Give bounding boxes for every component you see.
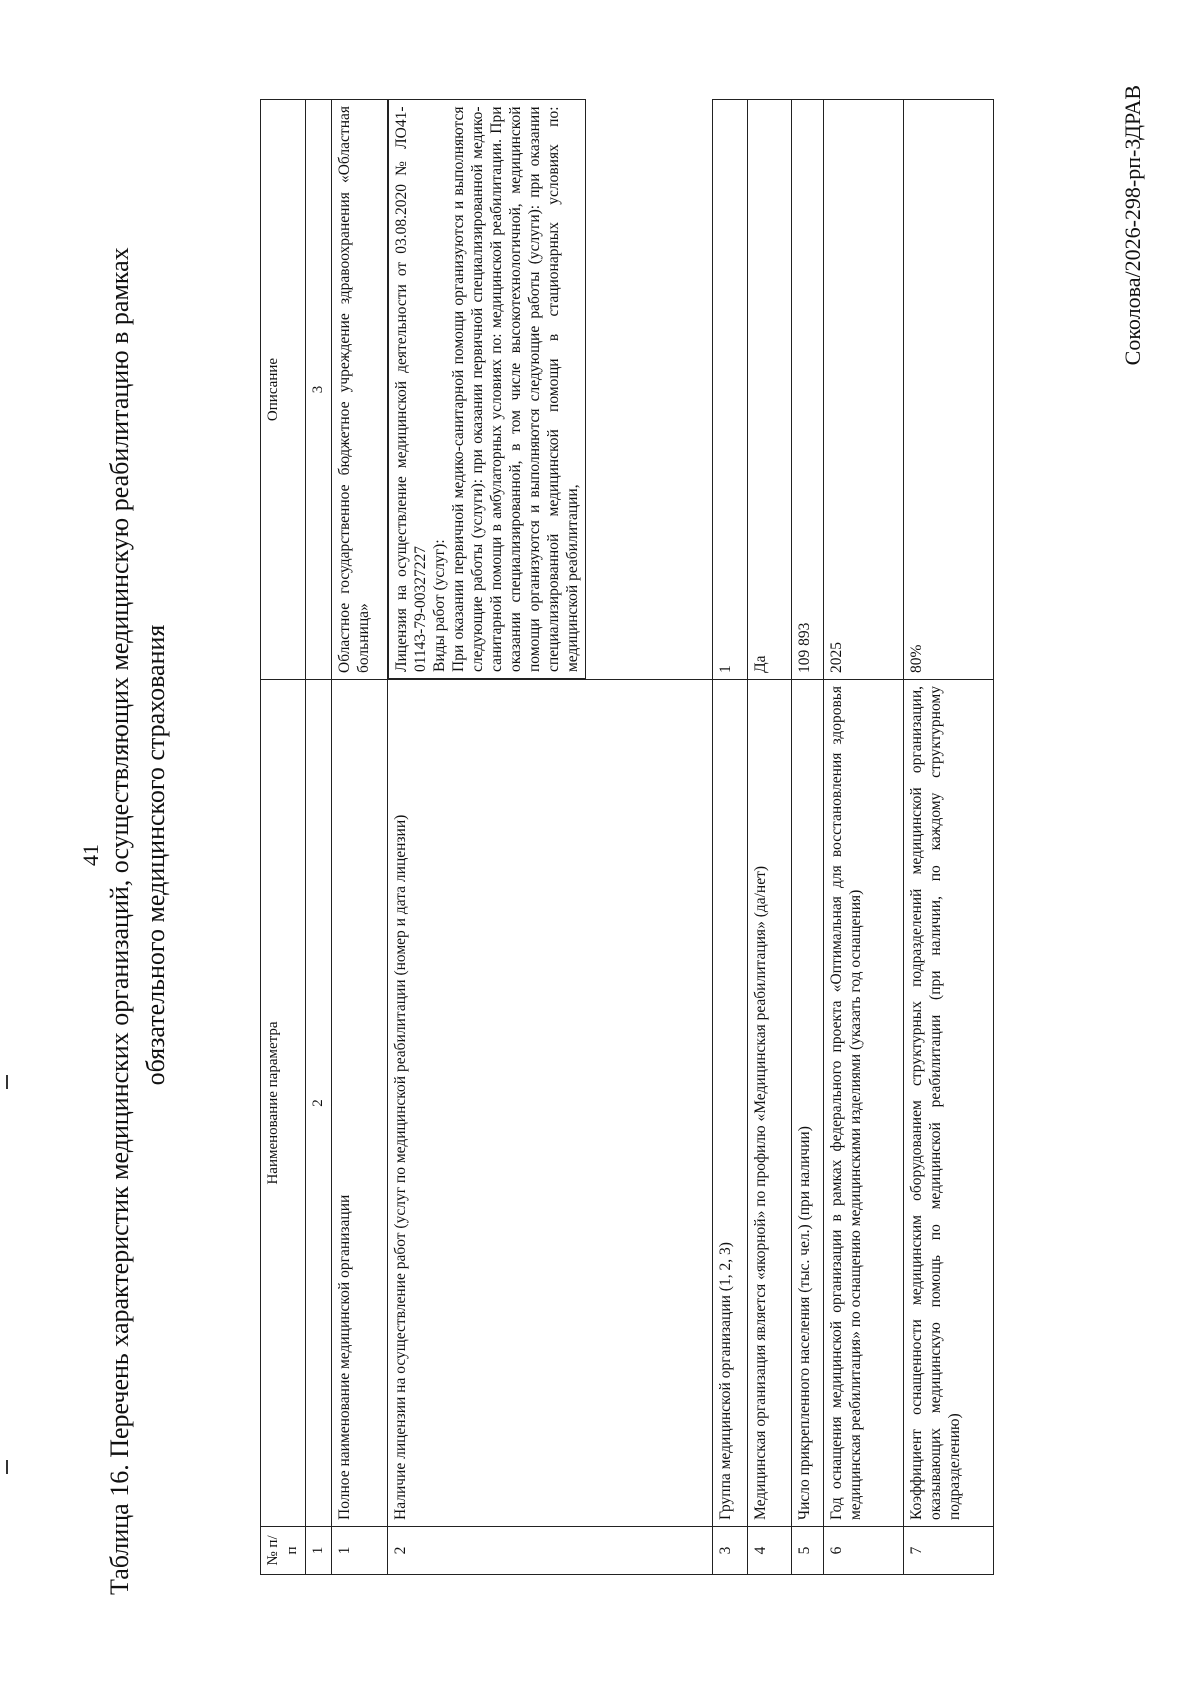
row-number: 3: [713, 1527, 748, 1575]
row-number: 7: [904, 1527, 994, 1575]
license-works-heading: Виды работ (услуг):: [431, 539, 448, 672]
row-parameter: Год оснащения медицинской организации в рамках федерального проекта «Оптимальная для восстановления здоровья медицинская реабилитация» по оснащению медицинскими изделиями (указать год оснащения): [824, 680, 904, 1527]
table-row: [904, 100, 994, 1575]
page-number: 41: [78, 844, 103, 866]
table-title: [102, 115, 174, 1595]
table-row: [748, 100, 792, 1575]
row-description: 109 893: [792, 100, 824, 680]
table-row: [792, 100, 824, 1575]
document-footer-code: Соколова/2026-298-рп-ЗДРАВ: [1120, 85, 1145, 366]
row-number: 5: [792, 1527, 824, 1575]
header-number: № п/п: [261, 1527, 306, 1575]
characteristics-table: [260, 99, 994, 1575]
row-description: 2025: [824, 100, 904, 680]
row-parameter: Медицинская организация является «якорной» по профилю «Медицинская реабилитация» (да/нет): [748, 680, 792, 1527]
column-number-1: 1: [306, 1527, 332, 1575]
row-parameter: Число прикрепленного населения (тыс. чел.) (при наличии): [792, 680, 824, 1527]
row-number: 2: [388, 1527, 713, 1575]
column-number-3: 3: [306, 100, 332, 680]
table-title-line-2: обязательного медицинского страхования: [141, 624, 170, 1086]
table-row: [824, 100, 904, 1575]
row-parameter: Наличие лицензии на осуществление работ (услуг по медицинской реабилитации (номер и дата лицензии): [388, 680, 713, 1527]
table-row: [388, 100, 713, 1575]
row-description: Областное государственное бюджетное учреждение здравоохранения «Областная больница»: [332, 100, 388, 680]
column-number-row: [306, 100, 332, 1575]
license-works-text: При оказании первичной медико-санитарной помощи организуются и выполняются следующие работы (услуги): при оказании первичной специализированной медико-санитарной помощи в амбулаторных условиях по: медицинской реабилитации. При оказании специализированной, в том числе высокотехнологичной, медицинской помощи организуются и выполняются следующие работы (услуги): при оказании специализированной медицинской помощи в стационарных условиях по: медицинской реабилитации,: [450, 106, 581, 672]
table-title-line-1: Таблица 16. Перечень характеристик медицинских организаций, осуществляющих медицинскую реабилитацию в рамках: [105, 247, 134, 1595]
row-number: 6: [824, 1527, 904, 1575]
row-parameter: Группа медицинской организации (1, 2, 3): [713, 680, 748, 1527]
row-description: [388, 100, 586, 680]
row-parameter: Полное наименование медицинской организации: [332, 680, 388, 1527]
table-row: [713, 100, 748, 1575]
table-row: [332, 100, 388, 1575]
row-description: 80%: [904, 100, 994, 680]
column-number-2: 2: [306, 680, 332, 1527]
row-description: Да: [748, 100, 792, 680]
header-parameter: Наименование параметра: [261, 680, 306, 1527]
row-description: 1: [713, 100, 748, 680]
row-number: 4: [748, 1527, 792, 1575]
header-description: Описание: [261, 100, 306, 680]
row-parameter: Коэффициент оснащенности медицинским оборудованием структурных подразделений медицинской организации, оказывающих медицинскую помощь по медицинской реабилитации (при наличии, по каждому структурному подразделению): [904, 680, 994, 1527]
license-line: Лицензия на осуществление медицинской деятельности от 03.08.2020 № ЛО41-01143-79-00327227: [393, 106, 429, 672]
row-number: 1: [332, 1527, 388, 1575]
table-header-row: [261, 100, 306, 1575]
